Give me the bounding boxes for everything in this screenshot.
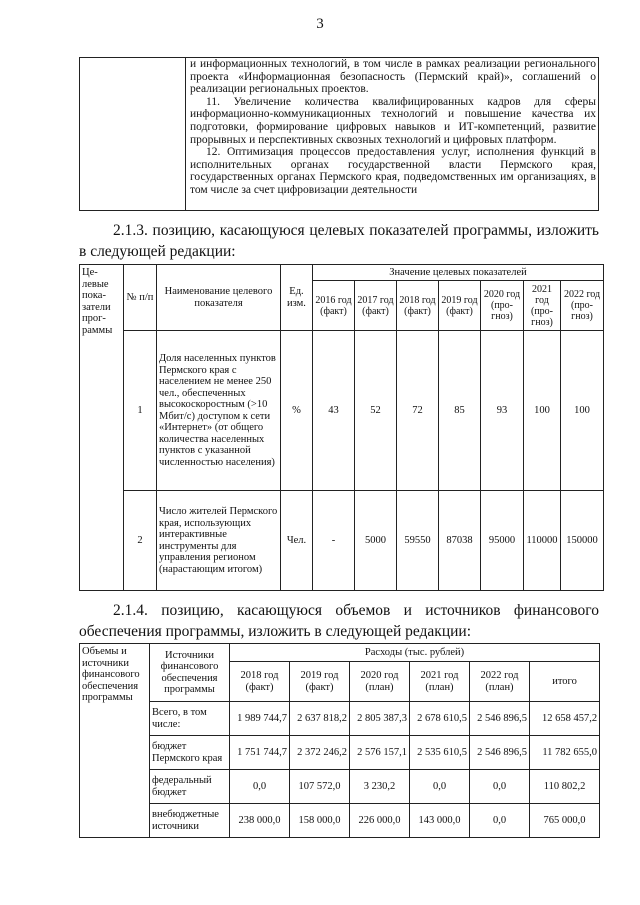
- finance-value: 158 000,0: [290, 804, 350, 838]
- indicator-name: Доля населенных пунктов Пермского края с населением не менее 250 чел., обеспеченных высокоскоростным (>10 Мбит/с) доступом к сети «Интернет» (от общего количества населенных пунктов с указанной численностью населения): [157, 331, 281, 491]
- source-label: федеральный бюджет: [150, 770, 230, 804]
- tasks-text: [190, 58, 596, 197]
- finance-value: 2 805 387,3: [350, 702, 410, 736]
- col-source-header: Источники финансового обеспечения программы: [150, 644, 230, 702]
- finance-value: 3 230,2: [350, 770, 410, 804]
- finance-value: 2 678 610,5: [410, 702, 470, 736]
- finance-value: 2 637 818,2: [290, 702, 350, 736]
- finance-value: 1 751 744,7: [230, 736, 290, 770]
- year-header: 2021 год (про-гноз): [524, 281, 561, 331]
- finance-value: 226 000,0: [350, 804, 410, 838]
- finance-value: 0,0: [470, 804, 530, 838]
- year-header: 2021 год (план): [410, 662, 470, 702]
- finance-value: 110 802,2: [530, 770, 600, 804]
- indicator-value: 87038: [439, 491, 481, 591]
- col-num-header: № п/п: [124, 265, 157, 331]
- table-row: [80, 331, 604, 491]
- finance-value: 12 658 457,2: [530, 702, 600, 736]
- indicator-value: 52: [355, 331, 397, 491]
- indicator-value: 72: [397, 331, 439, 491]
- finance-value: 2 546 896,5: [470, 736, 530, 770]
- finance-value: 2 546 896,5: [470, 702, 530, 736]
- indicator-value: 43: [313, 331, 355, 491]
- year-header: 2018 год (факт): [230, 662, 290, 702]
- tasks-line-2: 11. Увеличение количества квалифицированных кадров для сферы информационно-коммуникационных технологий и повышение качества их подготовки, формирование цифровых навыков и ИТ-компетенций, развитие прорывных и перспективных сквозных технологий и цифровых платформ.: [190, 95, 596, 146]
- expenses-group-header: Расходы (тыс. рублей): [230, 644, 600, 662]
- indicators-table: [79, 264, 604, 591]
- source-label: Всего, в том числе:: [150, 702, 230, 736]
- year-header: 2020 год (план): [350, 662, 410, 702]
- finance-value: 0,0: [230, 770, 290, 804]
- year-header: 2016 год (факт): [313, 281, 355, 331]
- year-header: 2020 год (про-гноз): [481, 281, 524, 331]
- finance-value: 143 000,0: [410, 804, 470, 838]
- empty-left-cell: [80, 58, 186, 210]
- year-header: 2019 год (факт): [290, 662, 350, 702]
- paragraph-2-1-3: 2.1.3. позицию, касающуюся целевых показателей программы, изложить в следующей редакции:: [79, 222, 599, 260]
- indicator-value: -: [313, 491, 355, 591]
- source-label: бюджет Пермского края: [150, 736, 230, 770]
- finance-value: 107 572,0: [290, 770, 350, 804]
- indicator-name: Число жителей Пермского края, использующих интерактивные инструменты для управления регионом (нарастающим итогом): [157, 491, 281, 591]
- indicator-unit: Чел.: [281, 491, 313, 591]
- tasks-line-1: и информационных технологий, в том числе в рамках реализации регионального проекта «Информационная безопасность (Пермский край)», соглашений о реализации региональных проектов.: [190, 58, 596, 96]
- row-num: 2: [124, 491, 157, 591]
- year-header: 2017 год (факт): [355, 281, 397, 331]
- table-row: [80, 702, 600, 736]
- finance-value: 11 782 655,0: [530, 736, 600, 770]
- indicator-value: 59550: [397, 491, 439, 591]
- year-header: 2022 год (про-гноз): [561, 281, 604, 331]
- table-row: [80, 491, 604, 591]
- page-number: 3: [316, 16, 324, 32]
- indicator-value: 100: [561, 331, 604, 491]
- continuation-table: [79, 57, 599, 211]
- year-header: 2019 год (факт): [439, 281, 481, 331]
- indicator-value: 95000: [481, 491, 524, 591]
- indicators-first-col: Це-левые пока-затели прог-раммы: [80, 265, 124, 591]
- table-row: [80, 736, 600, 770]
- finance-value: 2 372 246,2: [290, 736, 350, 770]
- indicator-value: 150000: [561, 491, 604, 591]
- finance-table: [79, 643, 600, 838]
- row-num: 1: [124, 331, 157, 491]
- indicator-value: 93: [481, 331, 524, 491]
- finance-value: 765 000,0: [530, 804, 600, 838]
- paragraph-2-1-4: 2.1.4. позицию, касающуюся объемов и источников финансового обеспечения программы, изложить в следующей редакции:: [79, 602, 599, 640]
- year-header: итого: [530, 662, 600, 702]
- indicator-value: 110000: [524, 491, 561, 591]
- year-header: 2018 год (факт): [397, 281, 439, 331]
- indicator-unit: %: [281, 331, 313, 491]
- col-unit-header: Ед. изм.: [281, 265, 313, 331]
- values-group-header: Значение целевых показателей: [313, 265, 604, 281]
- indicator-value: 5000: [355, 491, 397, 591]
- finance-value: 2 576 157,1: [350, 736, 410, 770]
- table-row: [80, 804, 600, 838]
- finance-value: 238 000,0: [230, 804, 290, 838]
- indicator-value: 85: [439, 331, 481, 491]
- tasks-line-3: 12. Оптимизация процессов предоставления услуг, исполнения функций в исполнительных органах государственной власти Пермского края, государственных органах Пермского края, подведомственных им организациях, в том числе за счет цифровизации деятельности: [190, 146, 596, 196]
- col-name-header: Наименование целевого показателя: [157, 265, 281, 331]
- finance-value: 2 535 610,5: [410, 736, 470, 770]
- finance-value: 1 989 744,7: [230, 702, 290, 736]
- finance-value: 0,0: [470, 770, 530, 804]
- finance-value: 0,0: [410, 770, 470, 804]
- indicator-value: 100: [524, 331, 561, 491]
- source-label: внебюджетные источники: [150, 804, 230, 838]
- table-row: [80, 770, 600, 804]
- finance-first-col: Объемы и источники финансового обеспечения программы: [80, 644, 150, 838]
- year-header: 2022 год (план): [470, 662, 530, 702]
